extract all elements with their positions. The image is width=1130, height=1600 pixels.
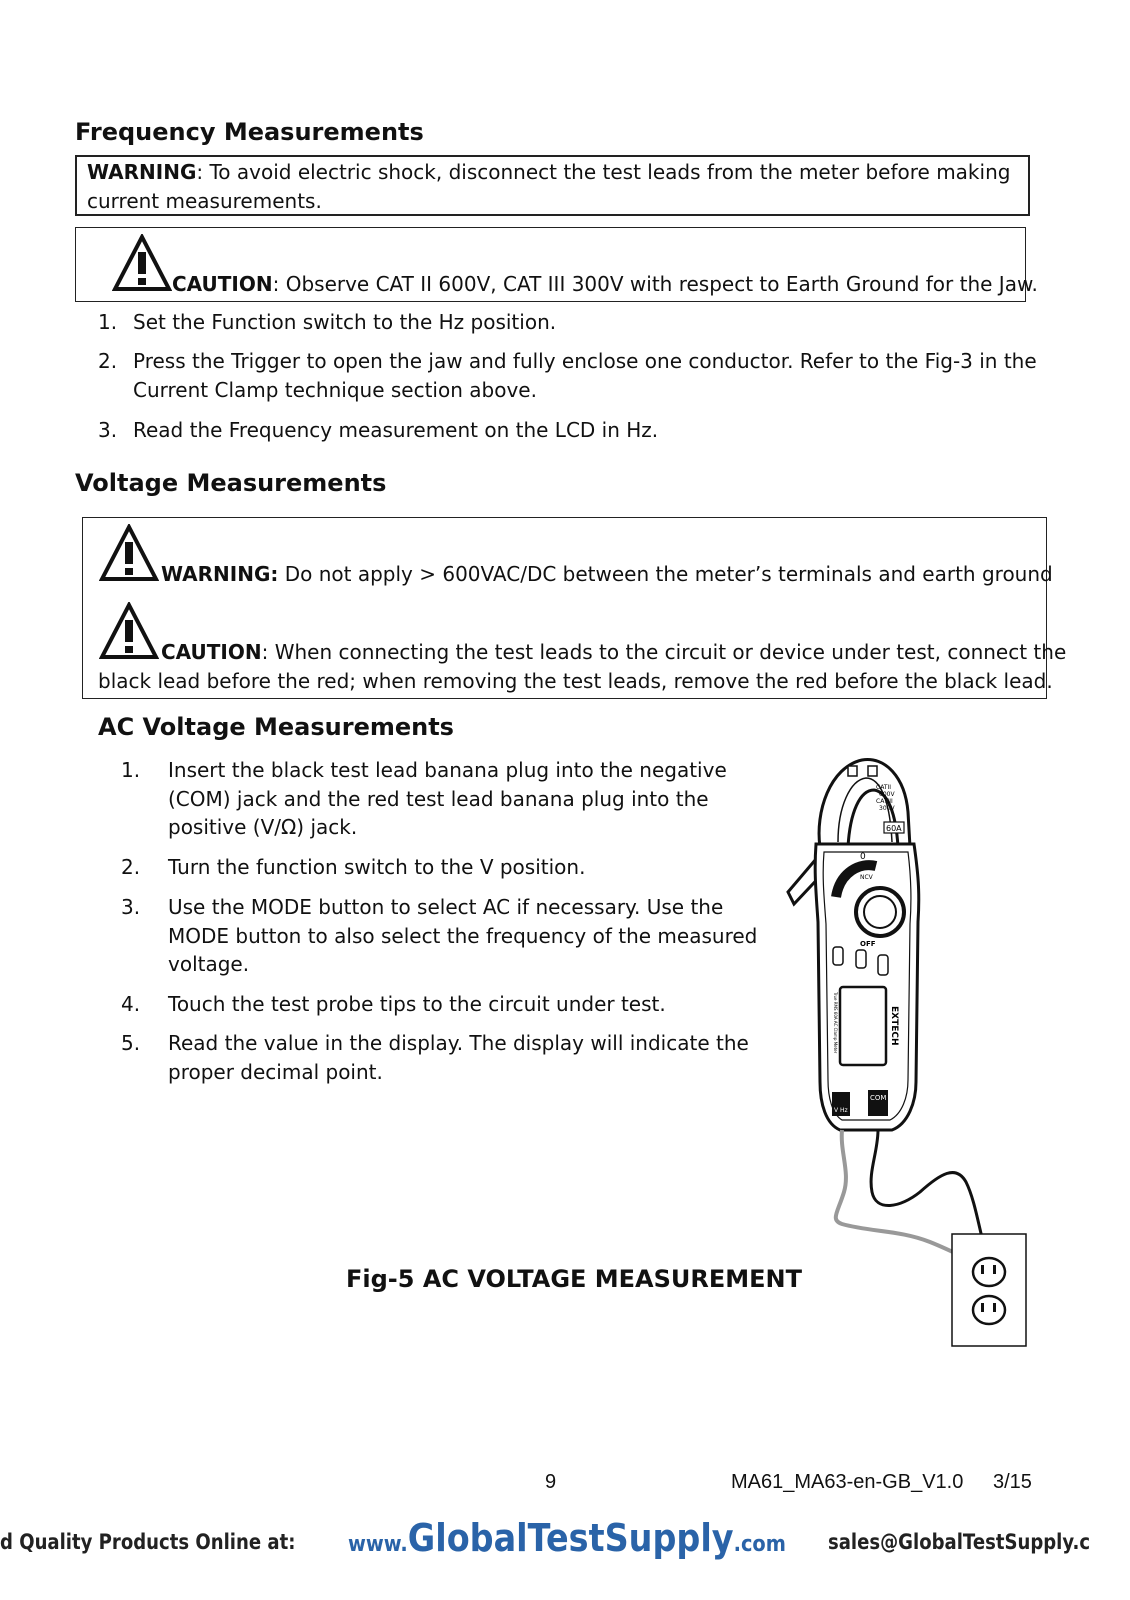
document-id: MA61_MA63-en-GB_V1.0 xyxy=(731,1471,964,1493)
section-heading-voltage: Voltage Measurements xyxy=(75,469,387,497)
step-text: proper decimal point. xyxy=(168,1060,383,1084)
step-text: Touch the test probe tips to the circuit under test. xyxy=(168,992,666,1016)
step-text: Set the Function switch to the Hz position. xyxy=(133,310,557,334)
step-number: 3. xyxy=(121,895,141,919)
off-label: OFF xyxy=(860,940,876,948)
voltage-warning-text: WARNING: Do not apply > 600VAC/DC between the meter’s terminals and earth ground xyxy=(161,562,1053,586)
caution-box-frequency xyxy=(75,227,1038,302)
step-text: Insert the black test lead banana plug into the negative xyxy=(168,758,727,782)
brand-label: EXTECH xyxy=(889,1006,899,1046)
caution-triangle-icon xyxy=(99,602,159,660)
clamp-meter-illustration xyxy=(780,752,1040,1362)
voltage-caution-text-line1: CAUTION: When connecting the test leads to the circuit or device under test, connect the xyxy=(161,640,1067,664)
step-text: Current Clamp technique section above. xyxy=(133,378,537,402)
step-text: voltage. xyxy=(168,952,250,976)
footer-email-link[interactable]: sales@GlobalTestSupply.c xyxy=(828,1530,1091,1554)
footer-website-link[interactable]: www.GlobalTestSupply.com xyxy=(348,1516,786,1560)
step-text: Read the Frequency measurement on the LCD in Hz. xyxy=(133,418,659,442)
com-label: COM xyxy=(870,1094,887,1102)
step-number: 3. xyxy=(98,418,118,442)
warning-triangle-icon xyxy=(112,234,172,292)
warning-triangle-icon xyxy=(99,524,159,582)
voltage-caution-text-line2: black lead before the red; when removing the test leads, remove the red before the black lead. xyxy=(98,669,1053,693)
model-label: True RMS 60A AC Clamp Meter xyxy=(833,992,838,1054)
warning-box-frequency xyxy=(75,155,1030,216)
step-text: MODE button to also select the frequency of the measured xyxy=(168,924,758,948)
cat-rating-label: 600V xyxy=(879,791,895,798)
ncv-label: NCV xyxy=(860,874,873,881)
warning-text-line2: current measurements. xyxy=(87,189,322,213)
amp-label: 60A xyxy=(886,824,902,833)
section-heading-frequency: Frequency Measurements xyxy=(75,118,424,146)
footer-tagline: d Quality Products Online at: xyxy=(0,1530,296,1554)
step-text: Read the value in the display. The display will indicate the xyxy=(168,1031,749,1055)
step-text: positive (V/Ω) jack. xyxy=(168,815,358,839)
step-text: (COM) jack and the red test lead banana plug into the xyxy=(168,787,709,811)
step-number: 2. xyxy=(98,349,118,373)
figure-caption: Fig-5 AC VOLTAGE MEASUREMENT xyxy=(346,1265,802,1293)
step-text: Turn the function switch to the V position. xyxy=(168,855,586,879)
step-number: 2. xyxy=(121,855,141,879)
page-number: 9 xyxy=(545,1471,557,1493)
input-label: V Hz xyxy=(834,1107,848,1114)
cat-rating-label: CATII xyxy=(876,784,892,791)
jaw-zero-label: 0 xyxy=(860,852,866,862)
warning-text-line1: WARNING: To avoid electric shock, disconnect the test leads from the meter before making xyxy=(87,160,1011,184)
step-number: 5. xyxy=(121,1031,141,1055)
caution-text: CAUTION: Observe CAT II 600V, CAT III 300V with respect to Earth Ground for the Jaw. xyxy=(172,272,1038,296)
cat-rating-label: 300V xyxy=(879,805,895,812)
step-text: Press the Trigger to open the jaw and fully enclose one conductor. Refer to the Fig-3 in the xyxy=(133,349,1037,373)
cat-rating-label: CATIII xyxy=(876,798,893,805)
step-number: 1. xyxy=(98,310,118,334)
step-number: 4. xyxy=(121,992,141,1016)
warning-box-voltage xyxy=(82,517,1067,699)
step-text: Use the MODE button to select AC if necessary. Use the xyxy=(168,895,724,919)
step-number: 1. xyxy=(121,758,141,782)
section-heading-ac-voltage: AC Voltage Measurements xyxy=(98,713,454,741)
document-date: 3/15 xyxy=(993,1471,1032,1493)
